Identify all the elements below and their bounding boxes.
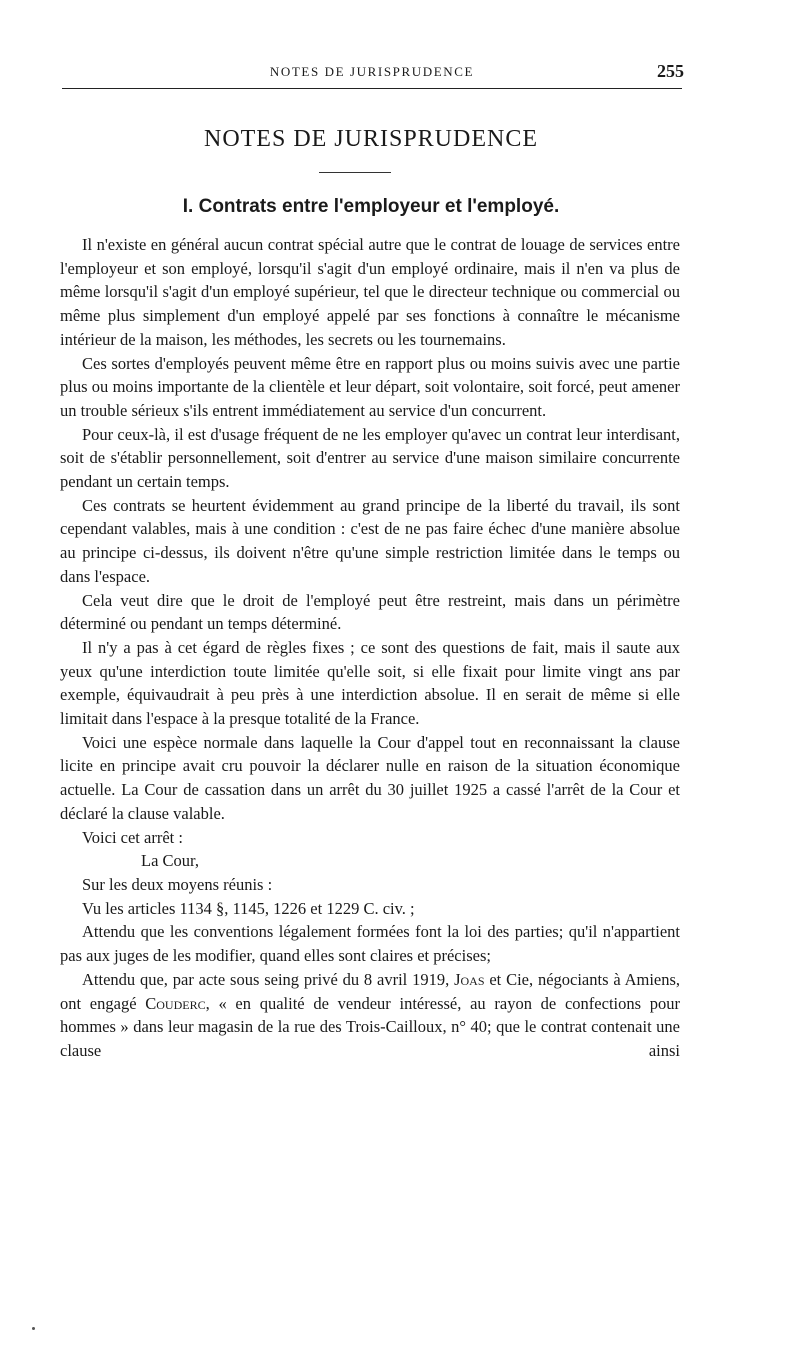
page-number: 255 [657,61,684,81]
paragraph: Il n'existe en général aucun contrat spécial autre que le contrat de louage de services entre l'employeur et son employé, lorsqu'il s'agit d'un employé ordinaire, mais il n'en va plus de même lorsqu'il s'agit d'un employé supérieur, tel que le directeur technique ou commercial ou même plus simplement d'un employé appelé par ses fonctions à connaître le mécanisme intérieur de la maison, les méthodes, les secrets ou les tournemains. [60,235,680,349]
paragraph: Cela veut dire que le droit de l'employé peut être restreint, mais dans un périmètre déterminé ou pendant un temps déterminé. [60,590,680,634]
paragraph: Ces sortes d'employés peuvent même être en rapport plus ou moins suivis avec une partie plus ou moins importante de la clientèle et leur départ, soit volontaire, soit forcé, peut amener un trouble sérieux s'ils entrent immédiatement au service d'un concurrent. [60,353,680,420]
paragraph: Attendu que les conventions légalement formées font la loi des parties; qu'il n'appartient pas aux juges de les modifier, quand elles sont claires et précises; [60,922,680,966]
body-text [60,233,680,1063]
paragraph: Il n'y a pas à cet égard de règles fixes ; ce sont des questions de fait, mais il saute aux yeux qu'une interdiction toute limitée qu'elle soit, si elle fixait pour limite vingt ans par exemple, équivaudrait à peu près à une interdiction absolue. Il en serait de même si elle limitait dans l'espace à la presque totalité de la France. [60,637,680,729]
paragraph-text: , « en qualité de vendeur intéressé, au rayon de confections pour hommes » dans leur magasin de la rue des Trois-Cailloux, n° 40; que le contrat contenait une clause ainsi [60,993,680,1060]
court-heading: La Cour, [141,851,199,871]
paragraph: Sur les deux moyens réunis : [82,874,273,894]
paragraph: Vu les articles 1134 §, 1145, 1226 et 1229 C. civ. ; [82,898,415,918]
paragraph-text: Attendu que, par acte sous seing privé du 8 avril 1919, [82,969,450,989]
title-divider [319,172,391,173]
paragraph [60,968,680,1063]
paragraph: Pour ceux-là, il est d'usage fréquent de ne les employer qu'avec un contrat leur interdisant, soit de s'établir personnellement, soit d'entrer au service d'une maison similaire concurrente pendant un certain temps. [60,424,680,492]
paragraph: Voici cet arrêt : [82,827,183,847]
page-title: NOTES DE JURISPRUDENCE [203,126,539,152]
running-header [62,62,682,89]
party-name: Joas [454,969,485,989]
section-heading: I. Contrats entre l'employeur et l'employé. [182,196,560,217]
running-title: NOTES DE JURISPRUDENCE [269,64,475,79]
paragraph: Voici une espèce normale dans laquelle la Cour d'appel tout en reconnaissant la clause licite en principe avait cru pouvoir la déclarer nulle en raison de la situation économique actuelle. La Cour de cassation dans un arrêt du 30 juillet 1925 a cassé l'arrêt de la Cour et déclaré la clause valable. [60,732,680,823]
paragraph: Ces contrats se heurtent évidemment au grand principe de la liberté du travail, ils sont cependant valables, mais à une condition : c'est de ne pas faire échec d'une manière absolue au principe ci-dessus, ils doivent n'être qu'une simple restriction limitée dans le temps ou dans l'espace. [60,495,680,586]
paragraph-text: et Cie, négociants à Amiens, ont engagé [60,969,681,1013]
paper-speck [32,1327,35,1330]
party-name: Couderc [145,993,206,1013]
